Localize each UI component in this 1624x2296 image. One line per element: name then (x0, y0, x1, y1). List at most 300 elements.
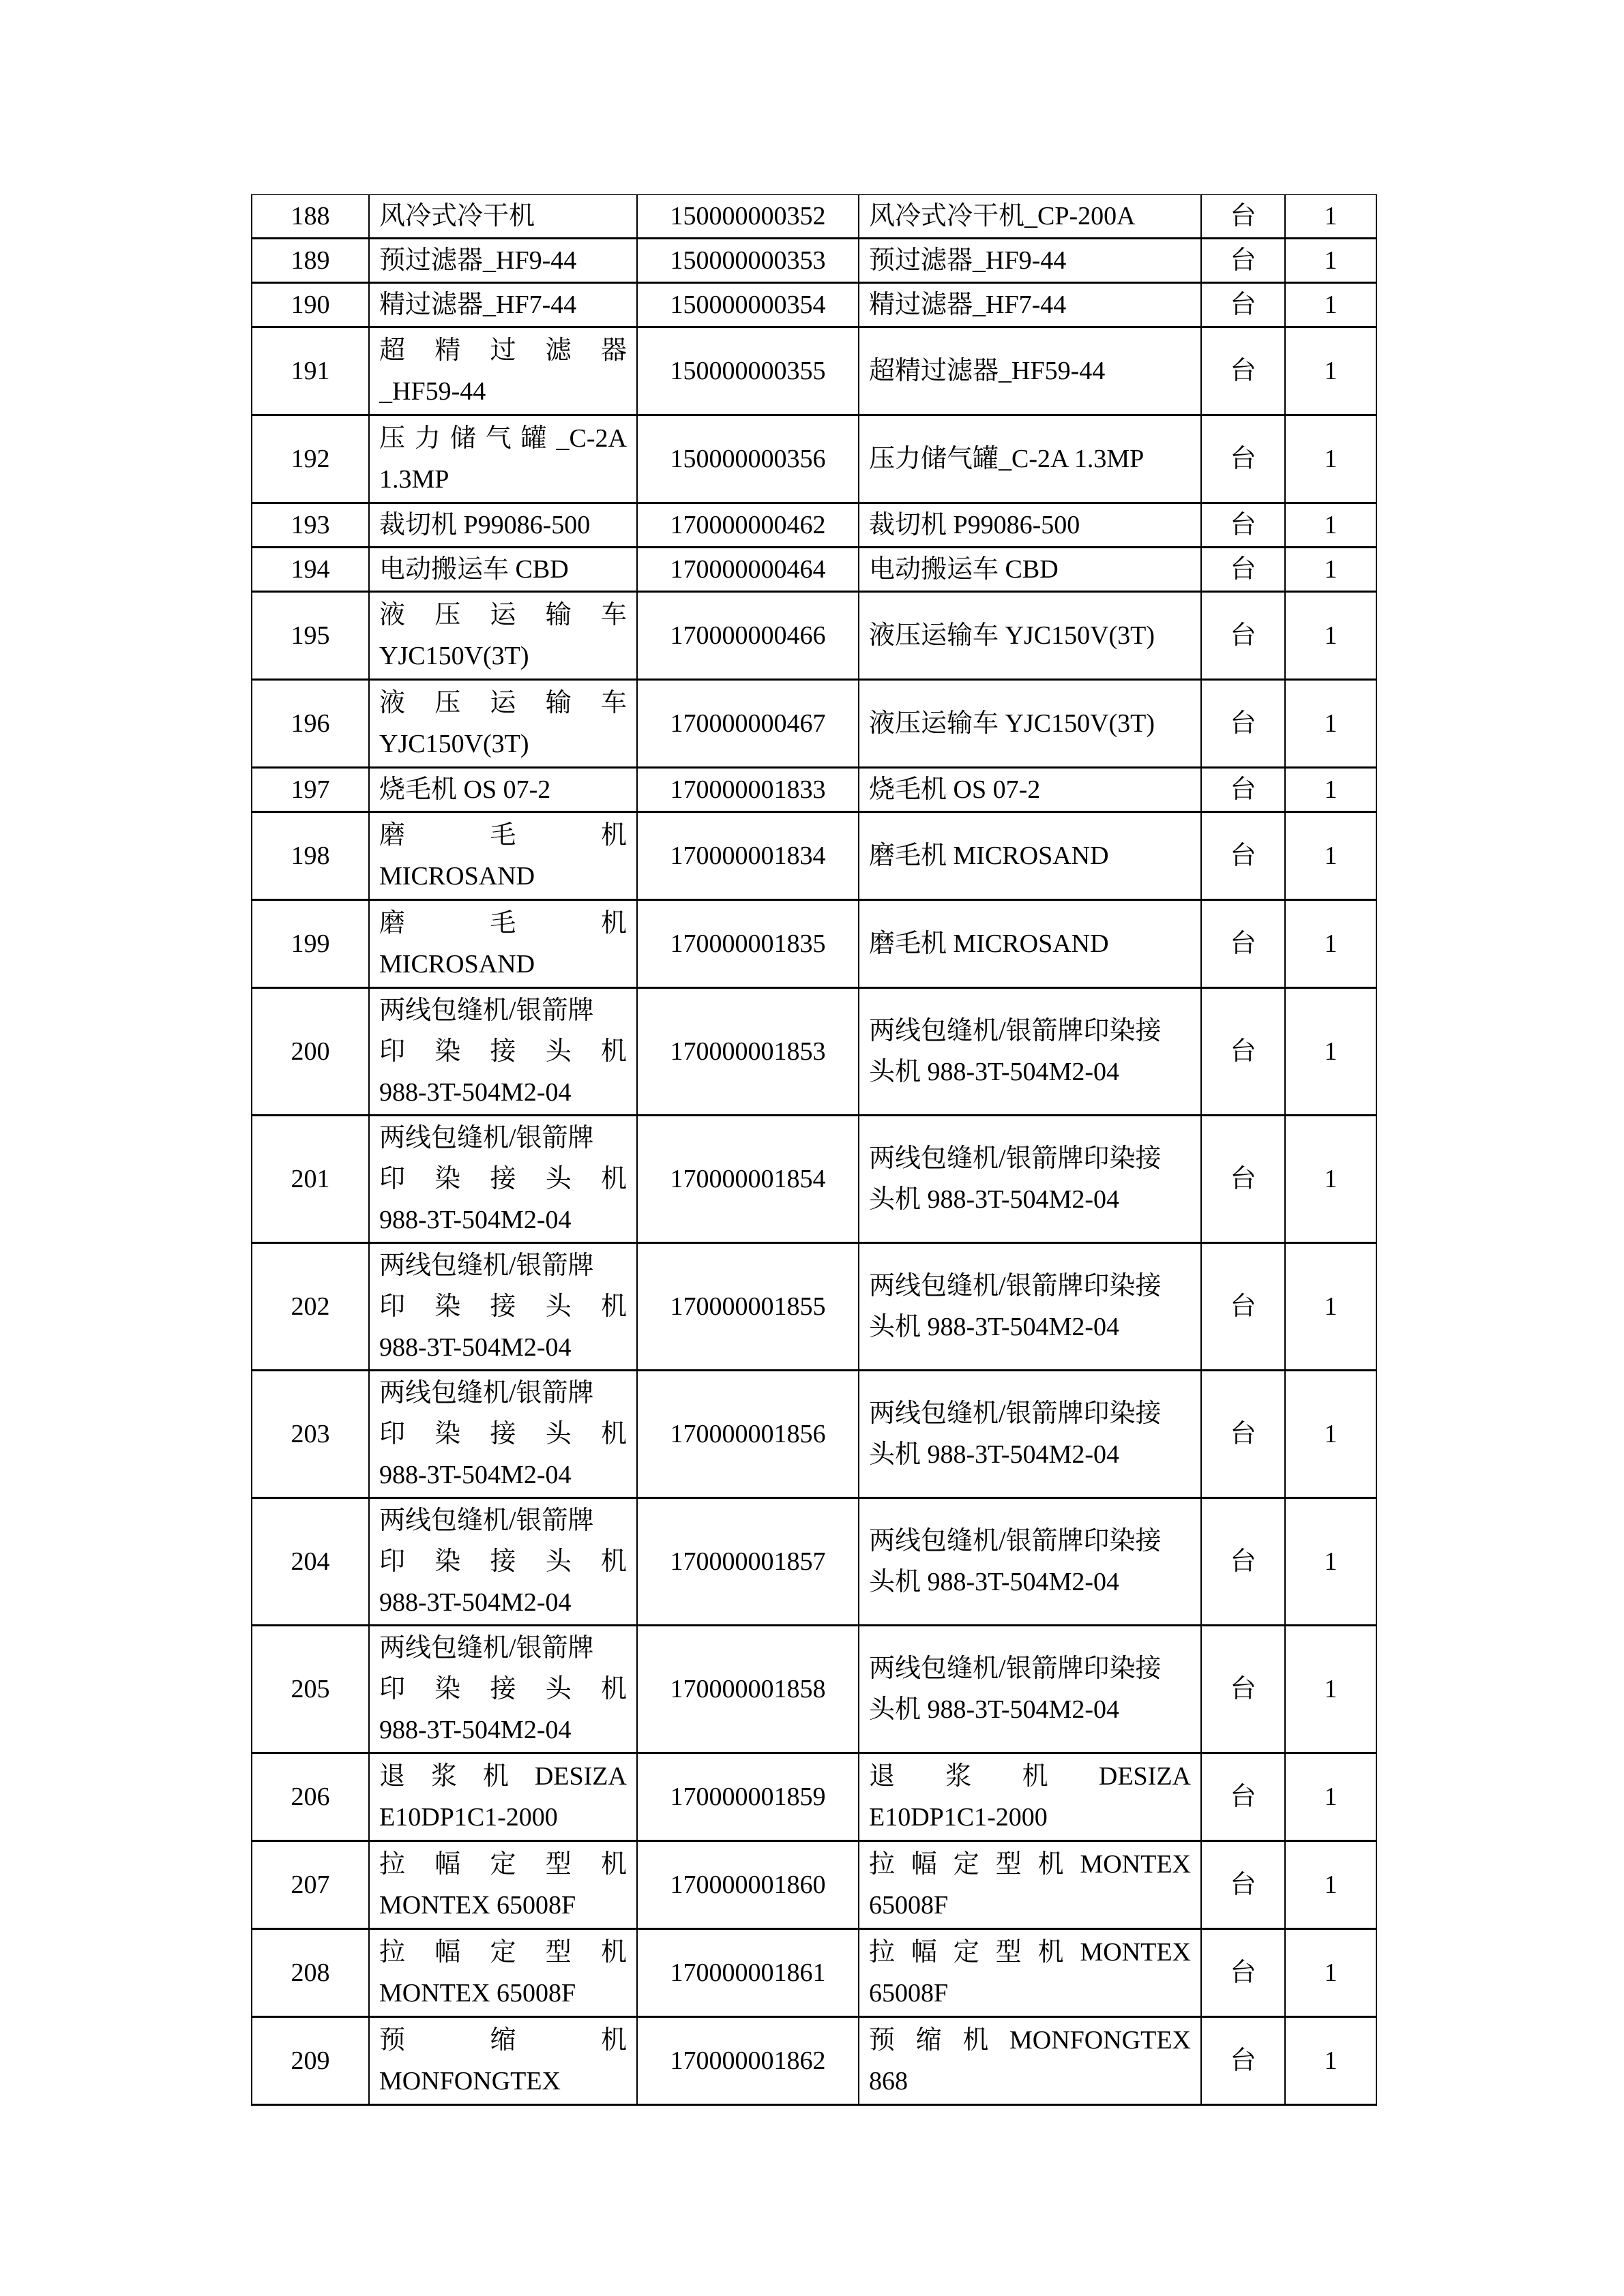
row-number-cell-content (252, 416, 368, 502)
equipment-name-cell-content (370, 1499, 636, 1624)
equipment-desc-cell-content (859, 416, 1200, 502)
equipment-name-cell-content (370, 1754, 636, 1840)
quantity-cell (1285, 1841, 1376, 1929)
dist-token: 头 (545, 1420, 572, 1448)
unit-cell-line: 台 (1230, 621, 1256, 650)
equipment-name-cell-line: 精过滤器_HF7-44 (379, 290, 577, 319)
equipment-name-cell-line: 两线包缝机/银箭牌 (379, 1634, 594, 1663)
equipment-name-cell-line: MONTEX 65008F (379, 1891, 576, 1920)
equipment-name-cell (369, 415, 637, 503)
asset-code-cell-content (638, 901, 858, 987)
unit-cell (1201, 1929, 1285, 2017)
equipment-desc-cell (859, 1626, 1201, 1753)
asset-code-cell (637, 680, 859, 768)
dist-token: 机 (600, 1165, 627, 1193)
dist-token: 运 (490, 689, 516, 717)
equipment-desc-cell-line: 65008F (869, 1979, 949, 2008)
equipment-desc-cell-line: 头机 988-3T-504M2-04 (869, 1313, 1119, 1341)
dist-token: MONTEX (1080, 1938, 1191, 1967)
row-number-cell-content (252, 1626, 368, 1752)
equipment-name-cell-line: MICROSAND (379, 862, 535, 891)
equipment-name-cell-line (379, 1159, 627, 1199)
table-row (252, 812, 1376, 900)
equipment-desc-cell-line: 头机 988-3T-504M2-04 (869, 1058, 1119, 1086)
equipment-name-cell-line (379, 1756, 627, 1797)
quantity-cell (1285, 2017, 1376, 2105)
equipment-name-cell (369, 1929, 637, 2017)
dist-token: 缩 (490, 2026, 516, 2055)
equipment-desc-cell-line: 65008F (869, 1891, 949, 1920)
dist-token: MONTEX (1080, 1850, 1191, 1879)
table-row (252, 1753, 1376, 1841)
equipment-name-cell-line (379, 903, 627, 944)
dist-token: 机 (600, 1420, 627, 1448)
quantity-cell-content (1286, 1842, 1376, 1928)
quantity-cell-content (1286, 813, 1376, 899)
row-number-cell-line: 204 (291, 1547, 330, 1576)
dist-token: 液 (379, 689, 406, 717)
dist-token: 型 (995, 1850, 1022, 1879)
row-number-cell (252, 195, 369, 239)
equipment-name-cell (369, 503, 637, 548)
quantity-cell-line: 1 (1324, 709, 1338, 738)
unit-cell-line: 台 (1230, 555, 1256, 584)
quantity-cell-content (1286, 1930, 1376, 2016)
dist-token: 幅 (434, 1938, 461, 1967)
asset-code-cell (637, 195, 859, 239)
equipment-desc-cell-line (869, 1844, 1191, 1885)
equipment-desc-cell-line (869, 2020, 1191, 2061)
equipment-name-cell-line: MONFONGTEX (379, 2067, 561, 2096)
equipment-name-cell-line (379, 418, 627, 459)
table-row (252, 503, 1376, 548)
asset-code-cell (637, 1371, 859, 1498)
row-number-cell (252, 1498, 369, 1626)
equipment-desc-cell-content (859, 1754, 1200, 1840)
equipment-name-cell-content (370, 504, 636, 546)
quantity-cell-content (1286, 416, 1376, 502)
equipment-desc-cell (859, 1116, 1201, 1243)
unit-cell-content (1202, 239, 1284, 282)
equipment-name-cell-line: MICROSAND (379, 950, 535, 979)
equipment-name-cell-content (370, 989, 636, 1114)
asset-code-cell-line: 150000000354 (670, 290, 826, 319)
row-number-cell-content (252, 195, 368, 237)
unit-cell (1201, 415, 1285, 503)
quantity-cell (1285, 1498, 1376, 1626)
unit-cell-line: 台 (1230, 2046, 1256, 2075)
row-number-cell (252, 239, 369, 283)
row-number-cell-content (252, 901, 368, 987)
asset-code-cell-content (638, 769, 858, 811)
equipment-name-cell-line: 1.3MP (379, 465, 449, 494)
table-row (252, 548, 1376, 592)
dist-token: 滤 (545, 336, 572, 365)
quantity-cell (1285, 415, 1376, 503)
dist-token: DESIZA (534, 1762, 627, 1791)
asset-code-cell-line: 170000001854 (670, 1165, 826, 1193)
equipment-name-cell-content (370, 901, 636, 987)
asset-code-cell-line: 170000000462 (670, 511, 826, 539)
dist-token: 幅 (434, 1850, 461, 1879)
dist-token: 幅 (911, 1850, 937, 1879)
equipment-desc-cell-line: 头机 988-3T-504M2-04 (869, 1440, 1119, 1469)
equipment-name-cell-line (379, 1541, 627, 1582)
quantity-cell (1285, 812, 1376, 900)
dist-token: 染 (434, 1675, 461, 1703)
unit-cell-content (1202, 328, 1284, 414)
dist-token: 染 (434, 1037, 461, 1066)
dist-token: 磨 (379, 909, 406, 938)
asset-code-cell-line: 170000001859 (670, 1783, 826, 1811)
equipment-desc-cell-line: 裁切机 P99086-500 (869, 511, 1080, 539)
asset-code-cell-line: 170000001860 (670, 1870, 826, 1899)
equipment-name-cell-line: 烧毛机 OS 07-2 (379, 775, 551, 804)
row-number-cell (252, 327, 369, 415)
equipment-desc-cell (859, 900, 1201, 988)
table-row (252, 195, 1376, 239)
equipment-desc-cell-line: 烧毛机 OS 07-2 (869, 775, 1041, 804)
equipment-desc-cell-content (859, 1244, 1200, 1369)
equipment-name-cell (369, 1116, 637, 1243)
equipment-desc-cell-content (859, 1116, 1200, 1242)
asset-code-cell-line: 170000001855 (670, 1292, 826, 1321)
row-number-cell (252, 592, 369, 680)
equipment-name-cell (369, 900, 637, 988)
unit-cell-content (1202, 1626, 1284, 1752)
quantity-cell-line: 1 (1324, 1783, 1338, 1811)
equipment-name-cell (369, 2017, 637, 2105)
equipment-desc-cell-line: 液压运输车 YJC150V(3T) (869, 709, 1155, 738)
unit-cell-content (1202, 1754, 1284, 1840)
unit-cell-content (1202, 681, 1284, 766)
equipment-desc-cell (859, 1498, 1201, 1626)
row-number-cell-line: 188 (291, 202, 330, 230)
quantity-cell (1285, 1929, 1376, 2017)
asset-code-cell (637, 1498, 859, 1626)
row-number-cell (252, 768, 369, 812)
equipment-name-cell (369, 1753, 637, 1841)
table-row (252, 2017, 1376, 2105)
dist-token: 压 (434, 689, 461, 717)
row-number-cell-line: 190 (291, 290, 330, 319)
asset-code-cell (637, 812, 859, 900)
row-number-cell (252, 900, 369, 988)
dist-token: 气 (485, 424, 512, 453)
equipment-desc-cell (859, 283, 1201, 327)
asset-code-cell-line: 150000000356 (670, 445, 826, 473)
dist-token: 型 (995, 1938, 1022, 1967)
equipment-desc-cell (859, 239, 1201, 283)
quantity-cell-line: 1 (1324, 246, 1338, 275)
equipment-desc-cell-content (859, 504, 1200, 546)
unit-cell (1201, 195, 1285, 239)
dist-token: DESIZA (1098, 1762, 1191, 1791)
asset-code-cell-line: 170000000466 (670, 621, 826, 650)
quantity-cell-line: 1 (1324, 1675, 1338, 1703)
unit-cell-line: 台 (1230, 1783, 1256, 1811)
equipment-name-cell-line (379, 1031, 627, 1072)
dist-token: 头 (545, 1165, 572, 1193)
row-number-cell-content (252, 1930, 368, 2016)
dist-token: 接 (490, 1547, 516, 1576)
quantity-cell-content (1286, 901, 1376, 987)
equipment-desc-cell-line: 868 (869, 2067, 908, 2096)
quantity-cell (1285, 195, 1376, 239)
dist-token: 浆 (430, 1762, 457, 1791)
unit-cell (1201, 283, 1285, 327)
equipment-name-cell-content (370, 1371, 636, 1497)
asset-code-cell (637, 1929, 859, 2017)
unit-cell-line: 台 (1230, 357, 1256, 385)
equipment-name-cell (369, 768, 637, 812)
quantity-cell (1285, 1371, 1376, 1498)
quantity-cell-line: 1 (1324, 1420, 1338, 1448)
dist-token: 机 (600, 1850, 627, 1879)
quantity-cell-line: 1 (1324, 1292, 1338, 1321)
equipment-desc-cell-line: 两线包缝机/银箭牌印染接 (869, 1144, 1162, 1173)
equipment-name-cell-line: 两线包缝机/银箭牌 (379, 1379, 594, 1407)
quantity-cell (1285, 988, 1376, 1116)
equipment-name-cell-content (370, 239, 636, 282)
dist-token: 头 (545, 1675, 572, 1703)
equipment-desc-cell (859, 812, 1201, 900)
equipment-desc-cell-line: 两线包缝机/银箭牌印染接 (869, 1654, 1162, 1683)
equipment-name-cell-content (370, 416, 636, 502)
unit-cell (1201, 327, 1285, 415)
equipment-name-cell-line (379, 683, 627, 724)
dist-token: 过 (490, 336, 516, 365)
asset-code-cell-content (638, 548, 858, 591)
asset-code-cell-content (638, 1754, 858, 1840)
equipment-desc-cell-line: 风冷式冷干机_CP-200A (869, 202, 1136, 230)
quantity-cell (1285, 768, 1376, 812)
row-number-cell-line: 208 (291, 1958, 330, 1987)
dist-token: 液 (379, 601, 406, 629)
asset-code-cell (637, 988, 859, 1116)
equipment-desc-cell (859, 680, 1201, 768)
dist-token: 拉 (869, 1850, 896, 1879)
row-number-cell-line: 199 (291, 929, 330, 958)
equipment-name-cell-content (370, 328, 636, 414)
row-number-cell (252, 812, 369, 900)
equipment-desc-cell-content (859, 813, 1200, 899)
asset-code-cell-line: 170000001857 (670, 1547, 826, 1576)
quantity-cell-content (1286, 1499, 1376, 1624)
asset-code-cell (637, 592, 859, 680)
equipment-desc-cell-line (869, 1756, 1191, 1797)
dist-token: 定 (953, 1938, 979, 1967)
equipment-table (251, 194, 1377, 2106)
dist-token: 器 (600, 336, 627, 365)
row-number-cell-content (252, 504, 368, 546)
equipment-name-cell-line (379, 1286, 627, 1327)
row-number-cell-content (252, 284, 368, 326)
equipment-desc-cell-line (869, 1932, 1191, 1973)
dist-token: 接 (490, 1037, 516, 1066)
row-number-cell-content (252, 681, 368, 766)
equipment-desc-cell (859, 503, 1201, 548)
row-number-cell-content (252, 548, 368, 591)
unit-cell-line: 台 (1230, 445, 1256, 473)
asset-code-cell (637, 283, 859, 327)
equipment-name-cell-content (370, 1842, 636, 1928)
row-number-cell-line: 196 (291, 709, 330, 738)
row-number-cell-content (252, 813, 368, 899)
dist-token: 预 (869, 2026, 896, 2055)
dist-token: 印 (379, 1675, 406, 1703)
dist-token: 接 (490, 1675, 516, 1703)
asset-code-cell-line: 170000001834 (670, 841, 826, 870)
table-row (252, 283, 1376, 327)
equipment-desc-cell-content (859, 239, 1200, 282)
equipment-name-cell-line: 电动搬运车 CBD (379, 555, 569, 584)
dist-token: 染 (434, 1420, 461, 1448)
quantity-cell-line: 1 (1324, 775, 1338, 804)
dist-token: 储 (449, 424, 476, 453)
equipment-name-cell-line: _HF59-44 (379, 377, 486, 406)
unit-cell (1201, 239, 1285, 283)
unit-cell (1201, 988, 1285, 1116)
row-number-cell (252, 283, 369, 327)
unit-cell-line: 台 (1230, 1870, 1256, 1899)
dist-token: 车 (600, 601, 627, 629)
equipment-desc-cell-content (859, 548, 1200, 591)
dist-token: 幅 (911, 1938, 937, 1967)
equipment-name-cell (369, 239, 637, 283)
unit-cell-line: 台 (1230, 1420, 1256, 1448)
asset-code-cell (637, 239, 859, 283)
asset-code-cell-line: 170000000464 (670, 555, 826, 584)
asset-code-cell-content (638, 593, 858, 679)
equipment-name-cell-line: 裁切机 P99086-500 (379, 511, 591, 539)
unit-cell (1201, 1371, 1285, 1498)
quantity-cell-content (1286, 593, 1376, 679)
unit-cell-content (1202, 1244, 1284, 1369)
quantity-cell (1285, 327, 1376, 415)
row-number-cell-content (252, 1116, 368, 1242)
asset-code-cell-line: 170000001862 (670, 2046, 826, 2075)
quantity-cell-line: 1 (1324, 1037, 1338, 1066)
equipment-name-cell-content (370, 813, 636, 899)
unit-cell (1201, 1116, 1285, 1243)
unit-cell (1201, 1243, 1285, 1371)
row-number-cell-line: 191 (291, 357, 330, 385)
equipment-desc-cell-line: E10DP1C1-2000 (869, 1803, 1048, 1832)
dist-token: 染 (434, 1165, 461, 1193)
asset-code-cell-content (638, 195, 858, 237)
row-number-cell-line: 197 (291, 775, 330, 804)
row-number-cell-line: 198 (291, 841, 330, 870)
equipment-desc-cell (859, 768, 1201, 812)
unit-cell-content (1202, 2018, 1284, 2104)
equipment-desc-cell-line: 液压运输车 YJC150V(3T) (869, 621, 1155, 650)
unit-cell (1201, 900, 1285, 988)
equipment-desc-cell (859, 1243, 1201, 1371)
equipment-desc-cell-content (859, 1842, 1200, 1928)
row-number-cell (252, 1371, 369, 1498)
dist-token: 机 (600, 909, 627, 938)
equipment-desc-cell-content (859, 195, 1200, 237)
quantity-cell-content (1286, 504, 1376, 546)
table-row (252, 1841, 1376, 1929)
dist-token: 接 (490, 1165, 516, 1193)
equipment-name-cell-content (370, 284, 636, 326)
dist-token: 型 (545, 1938, 572, 1967)
equipment-desc-cell-line: 头机 988-3T-504M2-04 (869, 1568, 1119, 1596)
equipment-name-cell (369, 548, 637, 592)
equipment-name-cell-line: 两线包缝机/银箭牌 (379, 1251, 594, 1280)
dist-token: 浆 (945, 1762, 972, 1791)
asset-code-cell (637, 548, 859, 592)
equipment-name-cell (369, 1498, 637, 1626)
dist-token: 机 (600, 821, 627, 850)
table-row (252, 415, 1376, 503)
table-row (252, 1243, 1376, 1371)
quantity-cell-line: 1 (1324, 511, 1338, 539)
table-row (252, 1498, 1376, 1626)
dist-token: 输 (545, 601, 572, 629)
row-number-cell (252, 1116, 369, 1243)
unit-cell (1201, 1498, 1285, 1626)
table-row (252, 1371, 1376, 1498)
dist-token: 机 (600, 1292, 627, 1321)
quantity-cell-content (1286, 681, 1376, 766)
equipment-name-cell-line: E10DP1C1-2000 (379, 1803, 558, 1832)
equipment-name-cell-line: MONTEX 65008F (379, 1979, 576, 2008)
equipment-name-cell (369, 1841, 637, 1929)
asset-code-cell (637, 1841, 859, 1929)
dist-token: 退 (379, 1762, 406, 1791)
equipment-name-cell-line: 两线包缝机/银箭牌 (379, 996, 594, 1025)
row-number-cell-content (252, 989, 368, 1114)
quantity-cell-content (1286, 989, 1376, 1114)
asset-code-cell (637, 1626, 859, 1753)
unit-cell-content (1202, 1116, 1284, 1242)
equipment-desc-cell-line: 两线包缝机/银箭牌印染接 (869, 1399, 1162, 1428)
unit-cell (1201, 2017, 1285, 2105)
dist-token: MONFONGTEX (1009, 2026, 1191, 2055)
row-number-cell (252, 1841, 369, 1929)
equipment-name-cell-line (379, 815, 627, 856)
dist-token: 机 (600, 1547, 627, 1576)
unit-cell-content (1202, 195, 1284, 237)
dist-token: _C-2A (556, 424, 627, 453)
row-number-cell (252, 988, 369, 1116)
equipment-desc-cell (859, 592, 1201, 680)
dist-token: 超 (379, 336, 406, 365)
equipment-name-cell-line (379, 2020, 627, 2061)
dist-token: 头 (545, 1292, 572, 1321)
quantity-cell-content (1286, 284, 1376, 326)
asset-code-cell-line: 170000000467 (670, 709, 826, 738)
equipment-desc-cell-content (859, 284, 1200, 326)
dist-token: 拉 (869, 1938, 896, 1967)
quantity-cell-content (1286, 1244, 1376, 1369)
table-row (252, 1929, 1376, 2017)
unit-cell-content (1202, 1930, 1284, 2016)
row-number-cell-line: 189 (291, 246, 330, 275)
dist-token: 染 (434, 1547, 461, 1576)
dist-token: 机 (600, 1675, 627, 1703)
quantity-cell (1285, 1243, 1376, 1371)
equipment-desc-cell-line: 电动搬运车 CBD (869, 555, 1059, 584)
equipment-desc-cell-line: 两线包缝机/银箭牌印染接 (869, 1017, 1162, 1045)
dist-token: 染 (434, 1292, 461, 1321)
equipment-desc-cell-content (859, 681, 1200, 766)
equipment-name-cell-content (370, 681, 636, 766)
equipment-desc-cell-content (859, 1626, 1200, 1752)
